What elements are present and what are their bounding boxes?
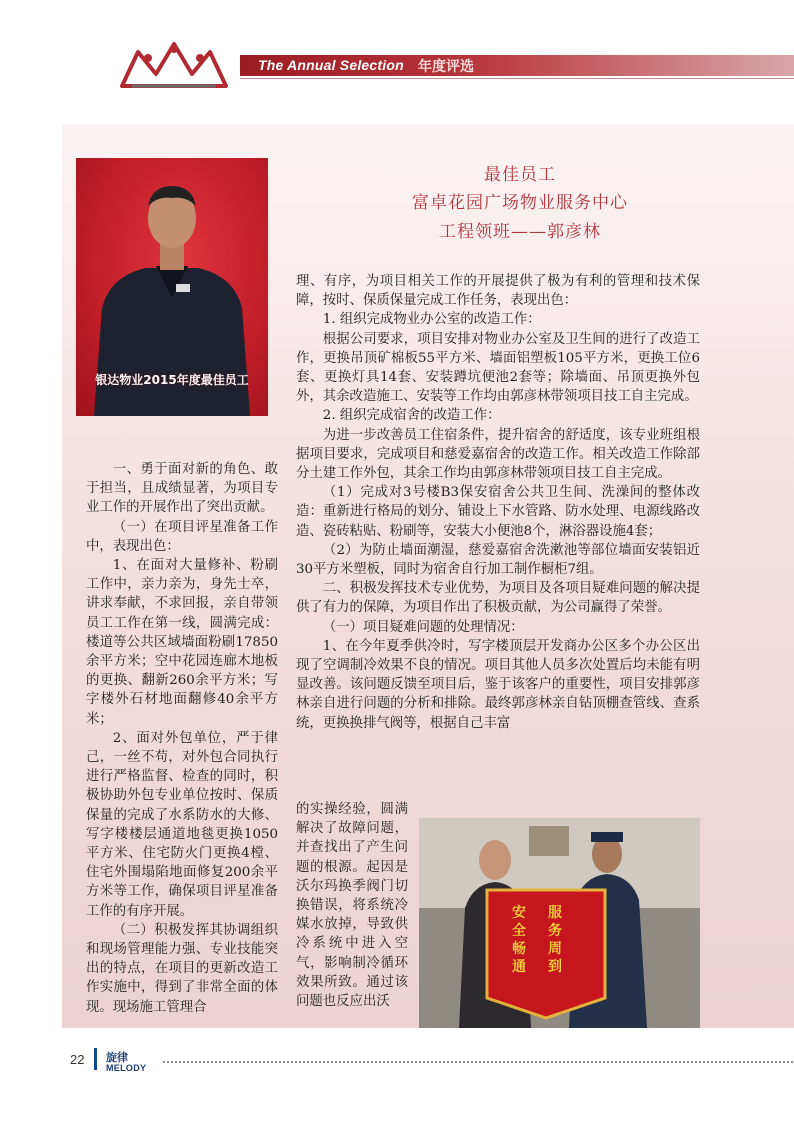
employee-portrait	[76, 158, 268, 416]
paragraph: 根据公司要求，项目安排对物业办公室及卫生间的进行了改造工作，更换吊顶矿棉板55平方米、墙面铝塑板105平方米，更换工位6套、更换灯具14套、安装蹲坑便池2套等；除墙面、吊顶更换外包外，其余改造施工、安装等工作均由郭彦林带领项目技工自主完成。	[296, 331, 700, 405]
banner-text-right: 服务周到	[548, 905, 562, 975]
right-column-narrow-text	[296, 800, 408, 1011]
banner-text-left: 安全畅通	[512, 905, 526, 975]
header-rule	[240, 78, 794, 79]
paragraph: （一）项目疑难问题的处理情况：	[322, 619, 524, 635]
paragraph: （2）为防止墙面潮湿，慈爱嘉宿舍洗漱池等部位墙面安装铝近30平方米塑板，同时为宿舍自行加工制作橱柜7组。	[296, 542, 700, 578]
magazine-name-en: MELODY	[106, 1063, 147, 1073]
paragraph: （一）在项目评星准备工作中，表现出色：	[86, 519, 278, 554]
paragraph: 1、在面对大量修补、粉刷工作中，亲力亲为，身先士卒，讲求奉献，不求回报，亲自带领员工工作在第一线，圆满完成：楼道等公共区域墙面粉刷17850余平方米；空中花园连廊木地板的更换、翻新260余平方米；写字楼外石材地面翻修40余平方米；	[86, 558, 278, 727]
magazine-name-cn: 旋律	[106, 1051, 128, 1064]
left-column-text	[86, 460, 278, 1017]
footer-accent-bar	[94, 1048, 97, 1070]
paragraph: 2. 组织完成宿舍的改造工作：	[322, 408, 501, 424]
article-title-award: 最佳员工	[484, 165, 556, 185]
paragraph: 2、面对外包单位，严于律己，一丝不苟，对外包合同执行进行严格监督、检查的同时，积极协助外包专业单位按时、保质保量的完成了水系防水的大修、写字楼楼层通道地毯更换1050平方米、住宅防火门更换4樘、住宅外围塌陷地面修复200余平方米等工作，确保项目评星准备工作的有序开展。	[86, 730, 278, 919]
article-title-person: 工程领班——郭彦林	[439, 222, 601, 242]
paragraph: 的实操经验，圆满解决了故障问题，并查找出了产生问题的根源。起因是沃尔玛换季阀门切换错误，将系统冷媒水放掉，导致供冷系统中进入空气，影响制冷循环效果所致。通过该问题也反应出沃	[296, 802, 408, 1010]
banner-presentation-photo	[419, 818, 700, 1028]
article-title-organization: 富卓花园广场物业服务中心	[412, 193, 628, 213]
paragraph: 1. 组织完成物业办公室的改造工作：	[322, 312, 541, 328]
paragraph: （二）积极发挥其协调组织和现场管理能力强、专业技能突出的特点，在项目的更新改造工作实施中，得到了非常全面的体现。现场施工管理合	[86, 922, 278, 1015]
paragraph: 1、在今年夏季供冷时，写字楼顶层开发商办公区多个办公区出现了空调制冷效果不良的情况。项目其他人员多次处置后均未能有明显改善。该问题反馈至项目后，鉴于该客户的重要性，项目安排郭彦林亲自进行问题的分析和排除。最终郭彦林亲自钻顶棚查管线、查系统，更换换排气阀等，根据自己丰富	[296, 638, 700, 731]
portrait-caption: 银达物业2015年度最佳员工	[95, 373, 249, 387]
paragraph: 一、勇于面对新的角色、敢于担当，且成绩显著，为项目专业工作的开展作出了突出贡献。	[86, 462, 278, 516]
paragraph: 为进一步改善员工住宿条件，提升宿舍的舒适度，该专业班组根据项目要求，完成项目和慈爱嘉宿舍的改造工作。相关改造工作除部分土建工作外包，其余工作均由郭彦林带领项目技工自主完成。	[296, 427, 700, 482]
page-number: 22	[70, 1052, 85, 1067]
paragraph: （1）完成对3号楼B3保安宿舍公共卫生间、洗澡间的整体改造：重新进行格局的划分、铺设上下水管路、防水处理、电源线路改造、瓷砖粘贴、粉刷等，安装大小便池8个，淋浴器设施4套；	[296, 485, 700, 539]
paragraph: 理、有序，为项目相关工作的开展提供了极为有利的管理和技术保障，按时、保质保量完成工作任务，表现出色：	[296, 274, 700, 309]
right-column-text	[296, 272, 700, 733]
section-title-cn: 年度评选	[418, 59, 474, 75]
paragraph: 二、积极发挥技术专业优势，为项目及各项目疑难问题的解决提供了有力的保障，为项目作出了积极贡献，为公司赢得了荣誉。	[296, 581, 700, 616]
page-header	[0, 0, 794, 100]
footer-dotted-rule	[162, 1060, 794, 1064]
magazine-logo-icon	[118, 36, 230, 92]
section-title-en: The Annual Selection	[258, 57, 404, 73]
